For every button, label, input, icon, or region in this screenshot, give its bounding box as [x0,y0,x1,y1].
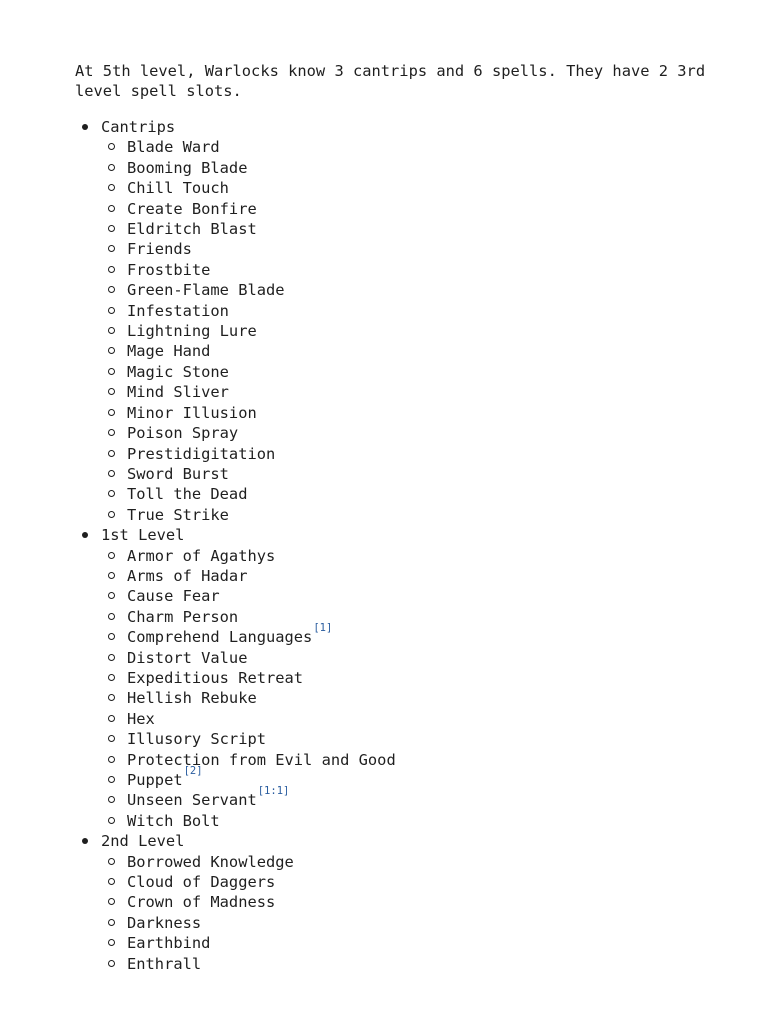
bullet-circle-icon [108,368,115,375]
bullet-circle-icon [108,347,115,354]
group-title: 1st Level [101,526,185,545]
list-item [101,566,715,586]
bullet-circle-icon [108,592,115,599]
bullet-circle-icon [108,450,115,457]
list-item [101,423,715,443]
list-item [101,403,715,423]
spell-name: Lightning Lure [127,322,257,341]
bullet-circle-icon [108,388,115,395]
spell-name: Cause Fear [127,587,220,606]
group-title: Cantrips [101,118,176,136]
spell-name: Hex [127,709,155,728]
bullet-circle-icon [108,654,115,661]
spell-name: Distort Value [127,648,248,667]
bullet-circle-icon [108,572,115,579]
bullet-circle-icon [108,490,115,497]
list-item [101,280,715,300]
bullet-circle-icon [108,470,115,477]
spell-name: Frostbite [127,260,211,279]
spell-name: Darkness [127,913,202,932]
spell-name: Infestation [127,301,229,320]
bullet-circle-icon [108,858,115,865]
list-item [101,158,715,178]
list-item [101,219,715,239]
list-item [101,688,715,708]
bullet-circle-icon [108,205,115,212]
list-item [101,382,715,402]
list-item [101,321,715,341]
list-item [101,137,715,157]
spell-list [101,852,715,974]
spell-list [101,137,715,525]
spell-name: Arms of Hadar [127,566,248,585]
bullet-circle-icon [108,429,115,436]
spell-name: Green-Flame Blade [127,281,285,300]
list-item [101,648,715,668]
footnote-link[interactable]: [1:1] [257,785,290,798]
bullet-circle-icon [108,939,115,946]
spell-name: Borrowed Knowledge [127,852,294,871]
list-item [101,954,715,974]
spell-name: Hellish Rebuke [127,689,257,708]
bullet-circle-icon [108,143,115,150]
spell-name: Comprehend Languages [127,628,313,647]
spell-name: Mage Hand [127,342,211,361]
spell-name: Chill Touch [127,179,229,198]
bullet-circle-icon [108,184,115,191]
list-item [101,260,715,280]
bullet-circle-icon [108,633,115,640]
list-item [101,484,715,504]
bullet-circle-icon [108,776,115,783]
bullet-circle-icon [108,756,115,763]
spell-name: Friends [127,240,192,259]
footnote-link[interactable]: [2] [183,765,203,777]
list-item [101,301,715,321]
spell-name: Toll the Dead [127,485,248,504]
bullet-disc-icon [82,124,88,130]
list-item [101,729,715,749]
footnote-link[interactable]: [1] [313,622,333,635]
bullet-circle-icon [108,286,115,293]
bullet-circle-icon [108,674,115,681]
list-item [101,178,715,198]
bullet-circle-icon [108,266,115,273]
list-item [101,785,715,810]
bullet-circle-icon [108,552,115,559]
spell-name: Blade Ward [127,138,220,157]
bullet-circle-icon [108,694,115,701]
spell-groups-list [75,117,715,974]
bullet-circle-icon [108,715,115,722]
spell-name: Witch Bolt [127,811,220,830]
bullet-circle-icon [108,898,115,905]
list-item [101,586,715,606]
list-item [101,199,715,219]
spell-name: Magic Stone [127,362,229,381]
bullet-circle-icon [108,307,115,314]
list-item [101,765,715,790]
spell-name: Illusory Script [127,730,266,749]
list-item [101,622,715,647]
list-item [101,933,715,953]
spell-name: Cloud of Daggers [127,873,276,892]
spell-name: Crown of Madness [127,893,276,912]
list-item [101,464,715,484]
intro-paragraph: At 5th level, Warlocks know 3 cantrips and 6 spells. They have 2 3rd level spell slots. [75,62,706,100]
spell-name: Eldritch Blast [127,220,257,239]
spell-group-1st-level [75,525,715,831]
spell-name: Unseen Servant [127,791,257,810]
list-item [101,852,715,872]
spell-name: Sword Burst [127,464,229,483]
group-title: 2nd Level [101,832,185,851]
bullet-disc-icon [82,532,88,538]
bullet-circle-icon [108,878,115,885]
spell-name: Protection from Evil and Good [127,750,396,769]
list-item [101,505,715,525]
spell-name: Mind Sliver [127,383,229,402]
bullet-disc-icon [82,838,88,844]
bullet-circle-icon [108,245,115,252]
spell-name: Poison Spray [127,424,239,443]
bullet-circle-icon [108,409,115,416]
list-item [101,709,715,729]
spell-name: Prestidigitation [127,444,276,463]
list-item [101,872,715,892]
list-item [101,668,715,688]
list-item [101,444,715,464]
spell-name: Armor of Agathys [127,546,276,565]
spell-name: Expeditious Retreat [127,668,304,687]
spell-list [101,546,715,832]
bullet-circle-icon [108,511,115,518]
bullet-circle-icon [108,919,115,926]
spell-name: Charm Person [127,607,239,626]
list-item [101,239,715,259]
bullet-circle-icon [108,327,115,334]
bullet-circle-icon [108,225,115,232]
list-item [101,892,715,912]
spell-name: True Strike [127,505,229,524]
list-item [101,341,715,361]
bullet-circle-icon [108,796,115,803]
spell-group-cantrips [75,117,715,525]
spell-name: Booming Blade [127,158,248,177]
spell-name: Earthbind [127,934,211,953]
spell-name: Enthrall [127,954,202,973]
list-item [101,607,715,627]
bullet-circle-icon [108,817,115,824]
bullet-circle-icon [108,735,115,742]
spell-name: Puppet [127,771,183,789]
bullet-circle-icon [108,164,115,171]
list-item [101,546,715,566]
spell-group-2nd-level [75,831,715,974]
bullet-circle-icon [108,613,115,620]
spell-name: Minor Illusion [127,403,257,422]
list-item [101,913,715,933]
list-item [101,811,715,831]
spell-name: Create Bonfire [127,199,257,218]
bullet-circle-icon [108,960,115,967]
list-item [101,362,715,382]
